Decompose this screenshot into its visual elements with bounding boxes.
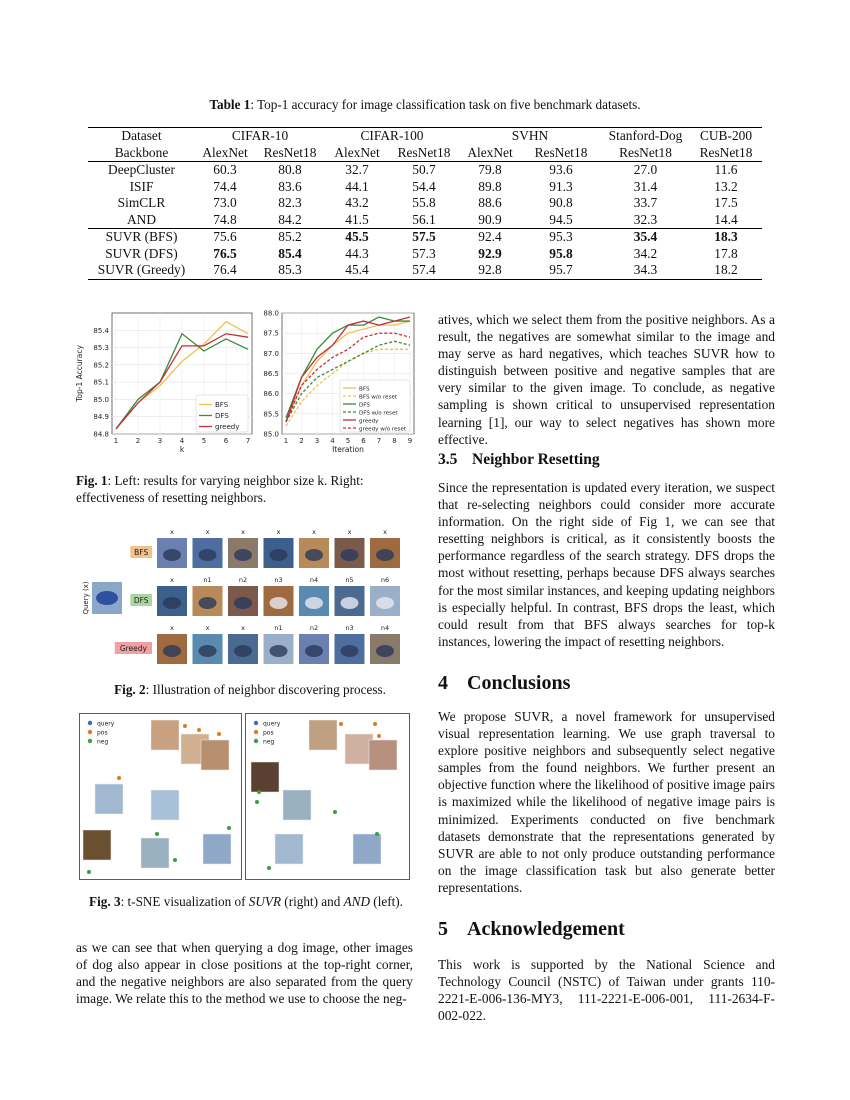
table-cell: 83.6 bbox=[278, 178, 302, 194]
tsne-point bbox=[173, 858, 177, 862]
tsne-point bbox=[155, 832, 159, 836]
table-cell: DeepCluster bbox=[108, 162, 175, 177]
fig2-neighbor-grid bbox=[80, 518, 420, 668]
neighbor-label: x bbox=[276, 528, 281, 536]
x-axis-label: Iteration bbox=[332, 445, 364, 454]
tsne-thumbnail bbox=[369, 740, 397, 770]
table-cell: 79.8 bbox=[478, 162, 502, 177]
table-header-cell: AlexNet bbox=[195, 145, 255, 162]
table-cell: 91.3 bbox=[549, 178, 573, 194]
table-cell: 11.6 bbox=[714, 162, 738, 177]
table-cell: 95.3 bbox=[521, 229, 601, 246]
table-row bbox=[88, 229, 762, 246]
table-cell: 17.5 bbox=[714, 195, 738, 210]
table-header-cell: CIFAR-100 bbox=[325, 128, 459, 145]
chart-1 bbox=[75, 313, 252, 454]
table-cell: 92.4 bbox=[459, 229, 521, 246]
tsne-suvr-panel bbox=[246, 714, 410, 880]
neighbor-label: n1 bbox=[203, 576, 212, 584]
table-cell: 75.6 bbox=[195, 229, 255, 246]
x-tick-label: 2 bbox=[299, 437, 304, 445]
fig3-caption-mid: (right) and bbox=[281, 894, 344, 909]
tsne-point bbox=[267, 866, 271, 870]
x-tick-label: 7 bbox=[376, 437, 382, 445]
neighbor-label: x bbox=[205, 528, 210, 536]
table-cell: 34.2 bbox=[633, 245, 658, 261]
y-tick-label: 85.2 bbox=[93, 361, 109, 370]
legend-dot bbox=[88, 721, 92, 725]
fig3-caption bbox=[76, 893, 416, 910]
tsne-point bbox=[375, 832, 379, 836]
legend-label: query bbox=[263, 720, 281, 728]
table-cell: 76.5 bbox=[213, 245, 237, 261]
strategy-label: Greedy bbox=[119, 644, 147, 653]
table-row bbox=[88, 162, 762, 179]
table-cell: 80.8 bbox=[278, 162, 302, 177]
neighbor-bird bbox=[341, 597, 359, 609]
table-cell: 44.3 bbox=[345, 245, 369, 261]
legend-label: pos bbox=[97, 729, 108, 737]
y-tick-label: 87.0 bbox=[263, 349, 279, 358]
tsne-thumbnail bbox=[353, 834, 381, 864]
x-tick-label: 3 bbox=[314, 437, 320, 445]
section-number: 5 bbox=[438, 918, 448, 940]
fig1-caption-text: : Left: results for varying neighbor size k. Right: effectiveness of resetting neighbors. bbox=[76, 473, 364, 505]
neighbor-bird bbox=[376, 549, 394, 561]
table-cell: 31.4 bbox=[633, 178, 658, 194]
tsne-thumbnail bbox=[151, 720, 179, 750]
neighbor-bird bbox=[376, 645, 394, 657]
tsne-thumbnail bbox=[203, 834, 231, 864]
legend-label: DFS bbox=[359, 402, 370, 409]
tsne-thumbnail bbox=[95, 784, 123, 814]
y-tick-label: 84.9 bbox=[93, 413, 109, 422]
table-cell: 74.4 bbox=[213, 178, 237, 194]
y-tick-label: 85.0 bbox=[93, 395, 109, 404]
tsne-thumbnail bbox=[275, 834, 303, 864]
tsne-point bbox=[197, 728, 201, 732]
legend-label: pos bbox=[263, 729, 274, 737]
query-image bbox=[92, 582, 122, 614]
table-cell: 93.6 bbox=[549, 162, 573, 177]
tsne-thumbnail bbox=[141, 838, 169, 868]
neighbor-bird bbox=[163, 549, 181, 561]
legend-dot bbox=[254, 739, 258, 743]
x-axis-label: k bbox=[179, 445, 185, 454]
legend-label: greedy bbox=[215, 422, 240, 431]
legend-label: BFS w/o reset bbox=[359, 394, 398, 401]
fig1-charts bbox=[72, 305, 418, 465]
legend-label: greedy w/o reset bbox=[359, 426, 407, 433]
fig3-tsne bbox=[79, 712, 412, 882]
right-paragraph-2: Since the representation is updated every iteration, we suspect that re-selecting neighbors could consider more accurate information. On the right side of Fig 1, we can see that resetting neighbors is critical, as it consistently boosts the performance regardless of the search strategy. DFS drops the most without resetting, perhaps because DFS always searches for the most similar instances, and keeping updating neighbors is especially helpful. In contrast, BFS drops the least, which could result from that BFS always searches for top-k instances, lowering the impact of resetting neighbors. bbox=[438, 480, 775, 649]
strategy-label: BFS bbox=[134, 548, 149, 557]
neighbor-bird bbox=[305, 645, 323, 657]
table-cell: 95.8 bbox=[549, 245, 573, 261]
neighbor-bird bbox=[234, 549, 252, 561]
neighbor-label: n5 bbox=[345, 576, 354, 584]
strategy-label: DFS bbox=[133, 596, 149, 605]
table-cell: 92.9 bbox=[478, 245, 502, 261]
table-cell: 43.2 bbox=[345, 195, 369, 210]
table-cell: 27.0 bbox=[633, 162, 658, 177]
query-label: Query (x) bbox=[82, 581, 90, 615]
x-tick-label: 6 bbox=[223, 437, 229, 445]
x-tick-label: 1 bbox=[113, 437, 119, 445]
left-column-paragraph: as we can see that when querying a dog image, other images of dog also appear in close positions at the top-right corner, and the negative neighbors are also separated from the query image. We relate this to the method we use to choose the neg- bbox=[76, 940, 413, 1007]
table-caption-label: Table 1 bbox=[209, 97, 251, 112]
tsne-point bbox=[117, 776, 121, 780]
legend-label: query bbox=[97, 720, 115, 728]
table-header-cell: Backbone bbox=[88, 145, 195, 162]
tsne-point bbox=[333, 810, 337, 814]
legend-label: DFS bbox=[215, 411, 229, 420]
tsne-point bbox=[87, 870, 91, 874]
table-row bbox=[88, 246, 762, 263]
x-tick-label: 1 bbox=[283, 437, 289, 445]
tsne-thumbnail bbox=[309, 720, 337, 750]
table-cell: 41.5 bbox=[345, 211, 369, 227]
neighbor-bird bbox=[305, 597, 323, 609]
y-tick-label: 84.8 bbox=[93, 430, 109, 439]
y-tick-label: 87.5 bbox=[263, 329, 279, 338]
table-cell: 85.2 bbox=[255, 229, 325, 246]
x-tick-label: 3 bbox=[157, 437, 163, 445]
neighbor-label: n1 bbox=[274, 624, 283, 632]
section-number: 3.5 bbox=[438, 451, 458, 468]
neighbor-label: x bbox=[347, 528, 352, 536]
table-cell: 54.4 bbox=[412, 178, 436, 194]
neighbor-bird bbox=[341, 549, 359, 561]
x-tick-label: 6 bbox=[361, 437, 366, 445]
table-header-cell: Dataset bbox=[88, 128, 195, 145]
tsne-thumbnail bbox=[83, 830, 111, 860]
x-tick-label: 5 bbox=[345, 437, 351, 445]
tsne-thumbnail bbox=[251, 762, 279, 792]
table-cell: 17.8 bbox=[714, 245, 738, 261]
table-cell: 74.8 bbox=[213, 211, 237, 227]
y-tick-label: 85.5 bbox=[263, 410, 279, 419]
table-cell: 57.4 bbox=[389, 262, 459, 279]
neighbor-bird bbox=[199, 597, 217, 609]
strategy-row-dfs bbox=[130, 576, 400, 616]
section-5-heading bbox=[438, 918, 625, 941]
table-cell: 82.3 bbox=[278, 195, 302, 210]
tsne-thumbnail bbox=[283, 790, 311, 820]
table-row bbox=[88, 179, 762, 196]
table-header-cell: ResNet18 bbox=[389, 145, 459, 162]
y-tick-label: 85.3 bbox=[93, 344, 109, 353]
table-cell: 73.0 bbox=[213, 195, 237, 210]
table-cell: 35.4 bbox=[601, 229, 690, 246]
fig2-caption-text: : Illustration of neighbor discovering process. bbox=[145, 682, 386, 697]
table-cell: 85.4 bbox=[278, 245, 302, 261]
table-cell: 90.8 bbox=[549, 195, 573, 210]
neighbor-bird bbox=[234, 597, 252, 609]
neighbor-label: n3 bbox=[274, 576, 283, 584]
fig3-caption-pre: : t-SNE visualization of bbox=[120, 894, 249, 909]
legend-dot bbox=[254, 730, 258, 734]
table-cell: 50.7 bbox=[412, 162, 436, 177]
table-header-cell: ResNet18 bbox=[255, 145, 325, 162]
fig3-caption-suvr: SUVR bbox=[248, 894, 281, 909]
legend-label: DFS w/o reset bbox=[359, 410, 398, 417]
tsne-and-panel bbox=[80, 714, 242, 880]
table-cell: 60.3 bbox=[213, 162, 237, 177]
neighbor-bird bbox=[163, 645, 181, 657]
neighbor-label: n2 bbox=[309, 624, 319, 632]
table-row bbox=[88, 195, 762, 212]
table-cell: 90.9 bbox=[478, 211, 502, 227]
legend-dot bbox=[254, 721, 258, 725]
section-number: 4 bbox=[438, 672, 448, 694]
x-tick-label: 7 bbox=[245, 437, 251, 445]
neighbor-label: x bbox=[170, 624, 174, 632]
neighbor-label: x bbox=[170, 528, 174, 536]
table-header-cell: CIFAR-10 bbox=[195, 128, 325, 145]
section-3-5-heading bbox=[438, 451, 600, 469]
fig3-caption-label: Fig. 3 bbox=[89, 894, 121, 909]
table-cell: 33.7 bbox=[633, 195, 658, 210]
fig3-caption-post: (left). bbox=[370, 894, 403, 909]
table-header-cell: ResNet18 bbox=[601, 145, 690, 162]
legend-dot bbox=[88, 739, 92, 743]
results-table bbox=[88, 127, 762, 280]
table-cell: 89.8 bbox=[478, 178, 502, 194]
neighbor-label: x bbox=[170, 576, 174, 584]
neighbor-bird bbox=[199, 645, 217, 657]
neighbor-label: x bbox=[312, 528, 316, 536]
fig3-caption-and: AND bbox=[343, 894, 370, 909]
table-caption bbox=[88, 97, 762, 113]
y-tick-label: 88.0 bbox=[263, 309, 279, 318]
fig1-caption-label: Fig. 1 bbox=[76, 473, 108, 488]
table-caption-text: : Top-1 accuracy for image classification task on five benchmark datasets. bbox=[250, 97, 641, 112]
neighbor-label: n6 bbox=[380, 576, 390, 584]
neighbor-label: n2 bbox=[238, 576, 248, 584]
tsne-thumbnail bbox=[151, 790, 179, 820]
legend-dot bbox=[88, 730, 92, 734]
neighbor-label: x bbox=[241, 528, 245, 536]
tsne-point bbox=[339, 722, 343, 726]
y-tick-label: 85.0 bbox=[263, 430, 279, 439]
neighbor-label: x bbox=[205, 624, 210, 632]
table-cell: 88.6 bbox=[478, 195, 502, 210]
right-paragraph-1: atives, which we select them from the positive neighbors. As a result, the negatives are somewhat similar to the image and may serve as hard negatives, which teaches SUVR how to distinguish between positive and negative samples that are very similar to the given image. To conclude, as negative sampling is shown critical to unsupervised representation learning [1], our way to select negatives has shown more effective. bbox=[438, 312, 775, 447]
neighbor-bird bbox=[376, 597, 394, 609]
table-header-cell: Stanford-Dog bbox=[601, 128, 690, 145]
fig2-caption bbox=[80, 681, 420, 698]
neighbor-label: x bbox=[241, 624, 245, 632]
neighbor-bird bbox=[270, 549, 288, 561]
table-cell: 14.4 bbox=[714, 211, 738, 227]
chart-2 bbox=[263, 310, 414, 455]
y-axis-label: Top-1 Accuracy bbox=[75, 345, 84, 402]
table-cell: SUVR (DFS) bbox=[105, 245, 178, 261]
table-cell: 45.5 bbox=[325, 229, 389, 246]
table-row bbox=[88, 262, 762, 279]
table-cell: SimCLR bbox=[117, 195, 166, 210]
table-cell: 45.4 bbox=[325, 262, 389, 279]
query-bird bbox=[96, 591, 118, 605]
y-tick-label: 86.0 bbox=[263, 390, 279, 399]
neighbor-label: x bbox=[383, 528, 387, 536]
tsne-point bbox=[217, 732, 221, 736]
section-4-heading bbox=[438, 672, 570, 695]
neighbor-bird bbox=[199, 549, 217, 561]
x-tick-label: 4 bbox=[330, 437, 335, 445]
table-cell: SUVR (BFS) bbox=[88, 229, 195, 246]
x-tick-label: 4 bbox=[179, 437, 185, 445]
y-tick-label: 85.4 bbox=[93, 326, 109, 335]
table-header-cell: AlexNet bbox=[325, 145, 389, 162]
legend-label: neg bbox=[263, 738, 275, 746]
right-paragraph-4: This work is supported by the National Science and Technology Council (NSTC) of Taiwan under grants 110-2221-E-006-136-MY3, 111-2221-E-006-001, 111-2634-F-002-022. bbox=[438, 957, 775, 1024]
table-header-cell: CUB-200 bbox=[690, 128, 762, 145]
neighbor-label: n4 bbox=[309, 576, 319, 584]
neighbor-bird bbox=[270, 645, 288, 657]
table-cell: ISIF bbox=[129, 178, 154, 194]
table-header-cell: SVHN bbox=[459, 128, 601, 145]
tsne-point bbox=[257, 790, 261, 794]
table-cell: 76.4 bbox=[195, 262, 255, 279]
legend-label: BFS bbox=[215, 400, 229, 409]
neighbor-bird bbox=[341, 645, 359, 657]
table-1 bbox=[88, 97, 762, 280]
neighbor-bird bbox=[163, 597, 181, 609]
table-header-cell: ResNet18 bbox=[690, 145, 762, 162]
table-cell: 57.3 bbox=[412, 245, 436, 261]
table-cell: 44.1 bbox=[345, 178, 369, 194]
table-header-row bbox=[88, 128, 762, 145]
table-cell: 18.2 bbox=[690, 262, 762, 279]
section-title: Neighbor Resetting bbox=[472, 451, 600, 468]
y-tick-label: 85.1 bbox=[93, 378, 109, 387]
x-tick-label: 2 bbox=[135, 437, 141, 445]
neighbor-label: n3 bbox=[345, 624, 354, 632]
x-tick-label: 9 bbox=[407, 437, 413, 445]
tsne-thumbnail bbox=[201, 740, 229, 770]
strategy-row-greedy bbox=[115, 624, 400, 664]
table-cell: 32.3 bbox=[633, 211, 658, 227]
strategy-row-bfs bbox=[130, 528, 400, 568]
table-cell: 85.3 bbox=[255, 262, 325, 279]
table-row bbox=[88, 212, 762, 229]
table-cell: 92.8 bbox=[459, 262, 521, 279]
fig2-caption-label: Fig. 2 bbox=[114, 682, 146, 697]
table-cell: 34.3 bbox=[601, 262, 690, 279]
table-cell: 57.5 bbox=[389, 229, 459, 246]
table-subheader-row bbox=[88, 145, 762, 162]
x-tick-label: 8 bbox=[392, 437, 397, 445]
table-cell: 95.7 bbox=[521, 262, 601, 279]
neighbor-label: n4 bbox=[380, 624, 390, 632]
table-cell: 94.5 bbox=[549, 211, 573, 227]
x-tick-label: 5 bbox=[201, 437, 207, 445]
tsne-point bbox=[183, 724, 187, 728]
legend-label: BFS bbox=[359, 386, 370, 393]
tsne-point bbox=[227, 826, 231, 830]
table-cell: 56.1 bbox=[412, 211, 436, 227]
y-tick-label: 86.5 bbox=[263, 370, 279, 378]
legend-label: greedy bbox=[359, 418, 379, 425]
section-title: Acknowledgement bbox=[467, 918, 625, 940]
neighbor-bird bbox=[270, 597, 288, 609]
section-title: Conclusions bbox=[467, 672, 571, 694]
table-cell: 18.3 bbox=[690, 229, 762, 246]
right-paragraph-3: We propose SUVR, a novel framework for unsupervised visual representation learning. We use graph traversal to explore positive neighbors and subsequently select negative samples from the found neighbors. We further present an objective function where the likelihood of positive image pairs is maximized while the likelihood of negative image pairs is minimized. Experiments conducted on five benchmark datasets demonstrate that the representations generated by SUVR are able to not only produce outstanding performance on the image classification task but also generate better representations. bbox=[438, 709, 775, 895]
table-cell: 13.2 bbox=[714, 178, 738, 194]
table-cell: 55.8 bbox=[412, 195, 436, 210]
legend-label: neg bbox=[97, 738, 109, 746]
neighbor-bird bbox=[234, 645, 252, 657]
tsne-point bbox=[373, 722, 377, 726]
table-cell: SUVR (Greedy) bbox=[88, 262, 195, 279]
neighbor-bird bbox=[305, 549, 323, 561]
table-cell: 32.7 bbox=[345, 162, 369, 177]
table-header-cell: ResNet18 bbox=[521, 145, 601, 162]
tsne-point bbox=[377, 734, 381, 738]
fig1-caption bbox=[76, 472, 416, 506]
table-cell: 84.2 bbox=[278, 211, 302, 227]
tsne-point bbox=[255, 800, 259, 804]
table-cell: AND bbox=[126, 211, 156, 227]
table-header-cell: AlexNet bbox=[459, 145, 521, 162]
